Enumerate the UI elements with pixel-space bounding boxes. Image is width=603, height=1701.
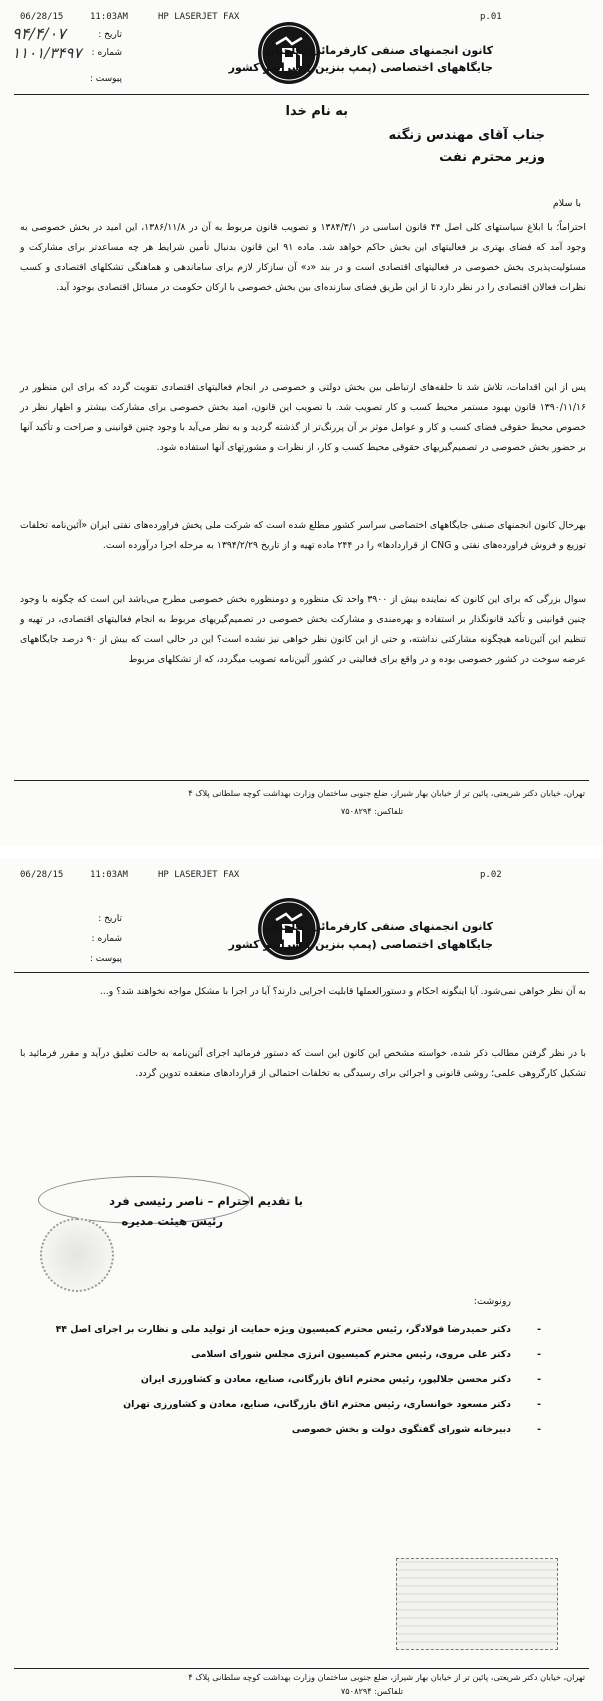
cc-item: - دکتر علی مروی، رئیس محترم کمیسیون انرژی مجلس شورای اسلامی [191,1349,541,1360]
paragraph-4: سوال بزرگی که برای این کانون که نماینده بیش از ۳۹۰۰ واحد تک منظوره و دومنظوره بخش خصوصی مطرح می‌باشد این است که چگونه با وجود چنین قوانینی و تأکید قانونگذار بر استفاده و بهره‌مندی و مشارکت بخش خصوصی در تصمیم‌گیریهای مربوط به انجام فعالیتهای اقتصادی، در تهیه و تنظیم این آئین‌نامه هیچگونه مشارکتی نداشته، و حتی از این کانون نظر خواهی نیز نشده است؟ این در حالی است که بیش از ۹۰ درصد جایگاههای عرضه سوخت در کشور خصوصی بوده و در واقع برای فعالیتی در کشور آئین‌نامه تصویب میگردد، که از تشکلهای مربوط [20,594,586,665]
fax-time: 11:03AM [90,870,128,880]
footer-rule [14,1668,589,1669]
header-rule [14,94,589,95]
header-rule [14,972,589,973]
page-separator [0,845,603,858]
attachment-label: پیوست : [89,954,122,964]
fax-page-1 [0,0,603,845]
paragraph-1: احتراماً؛ با ابلاغ سیاستهای کلی اصل ۴۴ قانون اساسی در ۱۳۸۴/۳/۱ و تصویب قانون مربوط به آن در ۱۳۸۶/۱۱/۸، این امید در بخش خصوصی به وجود آمد که فضای بهتری بر فعالیتهای این بخش حاکم خواهد شد. ماده ۹۱ این قانون بدنبال تأمین شرایط هر چه مساعدتر برای مشارکت و مسئولیت‌پذیری بخش خصوصی در فعالیتهای اقتصادی است و در بند «د» آن سازکار لازم برای ساماندهی و هماهنگی تشکلهای اقتصادی و کسب نظرات فعالان اقتصادی را در نظر دارد تا از این طریق فضای سازنده‌ای بین بخش خصوصی با ارکان حکومت در مسائل اقتصادی بوجود آید. [20,222,586,293]
greeting: با سلام [552,198,581,209]
received-stamp [396,1558,558,1650]
number-label: شماره : [91,48,122,58]
closing-signer: با تقدیم احترام – ناصر رئیسی فرد [109,1194,303,1208]
paragraph-3: بهرحال کانون انجمنهای صنفی جایگاههای اختصاصی سراسر کشور مطلع شده است که شرکت ملی پخش فراورده‌های نفتی ایران «آئین‌نامه تخلفات توزیع و فروش فراورده‌های نفتی و CNG از قراردادها» را در ۲۴۴ ماده تهیه و از تاریخ ۱۳۹۴/۲/۲۹ به مرحله اجرا درآورده است. [20,520,586,551]
cc-label: رونوشت: [473,1296,511,1307]
date-label: تاریخ : [98,30,122,40]
org-name-line-1: کانون انجمنهای صنفی کارفرمائی صاحبان [265,44,493,57]
fax-date: 06/28/15 [20,870,64,880]
cc-item: - دکتر محسن جلالپور، رئیس محترم اتاق بازرگانی، صنایع، معادن و کشاورزی ایران [140,1374,541,1385]
signer-title: رئیس هیئت مدیره [121,1214,223,1228]
paragraph-continued: به آن نظر خواهی نمی‌شود. آیا اینگونه احکام و دستورالعملها قابلیت اجرایی دارند؟ آیا در اجرا با مشکل مواجه نخواهند شد؟ و... [99,986,586,997]
recipient-name: جناب آقای مهندس زنگنه [388,128,545,143]
cc-item: - دکتر مسعود خوانساری، رئیس محترم اتاق بازرگانی، صنایع، معادن و کشاورزی تهران [123,1399,541,1410]
footer-address: تهران، خیابان دکتر شریعتی، پائین تر از خیابان بهار شیراز، ضلع جنوبی ساختمان وزارت بهداشت کوچه سلطانی پلاک ۴ [188,1672,585,1682]
footer-telefax: تلفاکس: ۷۵۰۸۲۹۴ [340,806,403,816]
cc-list [55,1324,541,1449]
fax-page-number: p.02 [480,870,502,880]
number-label: شماره : [91,934,122,944]
org-name-line-2: جایگاههای اختصاصی (پمپ بنزین ) سراسر کشور [228,938,493,951]
basmala: به نام خدا [285,104,348,119]
fax-date: 06/28/15 [20,12,64,22]
paragraph-2: پس از این اقدامات، تلاش شد تا حلقه‌های ارتباطی بین بخش دولتی و خصوصی در انجام فعالیتهای اقتصادی تقویت گردد که برای این منظور در ۱۳۹۰/۱۱/۱۶ قانون بهبود مستمر محیط کسب و کار تصویب شد. با تصویب این قانون، امید بخش خصوصی برای مشارکت بیشتر و اظهار نظر در خصوص محیط حقوقی فضای کسب و کار و عوامل موثر بر آن پررنگ‌تر از گذشته گردید و به نظر می‌آید با وجود چنین قوانینی و صراحت و تأکید آنها بر حضور بخش خصوصی در تصمیم‌گیریهای حقوقی محیط کسب و کار، از نظرات و مشورتهای آنها استفاده شود. [20,382,586,453]
seal-stamp [40,1218,114,1292]
date-label: تاریخ : [98,914,122,924]
handwritten-date: ۹۴/۴/۰۷ [12,24,66,43]
footer-rule [14,780,589,781]
cc-item: - دکتر حمیدرضا فولادگر، رئیس محترم کمیسیون ویژه حمایت از تولید ملی و نظارت بر اجرای اصل ۴۴ [55,1324,541,1335]
fax-page-2 [0,858,603,1701]
footer-telefax: تلفاکس: ۷۵۰۸۲۹۴ [340,1686,403,1696]
attachment-label: پیوست : [89,74,122,84]
footer-address: تهران، خیابان دکتر شریعتی، پائین تر از خیابان بهار شیراز، ضلع جنوبی ساختمان وزارت بهداشت کوچه سلطانی پلاک ۴ [188,788,585,798]
recipient-title: وزیر محترم نفت [439,150,545,165]
fax-model: HP LASERJET FAX [158,870,240,880]
handwritten-number: ۱۱۰۱/۳۴۹۷ [12,44,82,62]
org-name-line-2: جایگاههای اختصاصی (پمپ بنزین ) سراسر کشور [228,61,493,74]
fax-time: 11:03AM [90,12,128,22]
fax-model: HP LASERJET FAX [158,12,240,22]
cc-item: - دبیرخانه شورای گفتگوی دولت و بخش خصوصی [291,1424,541,1435]
fax-page-number: p.01 [480,12,502,22]
paragraph-request: با در نظر گرفتن مطالب ذکر شده، خواسته مشخص این کانون این است که دستور فرمائید اجرای آئین‌نامه به حالت تعلیق درآید و مقرر فرمائید با تشکیل کارگروهی علمی؛ روشی قانونی و اجرائی برای رسیدگی به تخلفات احتمالی از قراردادهای منعقده تدوین گردد. [20,1048,586,1079]
org-name-line-1: کانون انجمنهای صنفی کارفرمائی صاحبان [265,920,493,933]
